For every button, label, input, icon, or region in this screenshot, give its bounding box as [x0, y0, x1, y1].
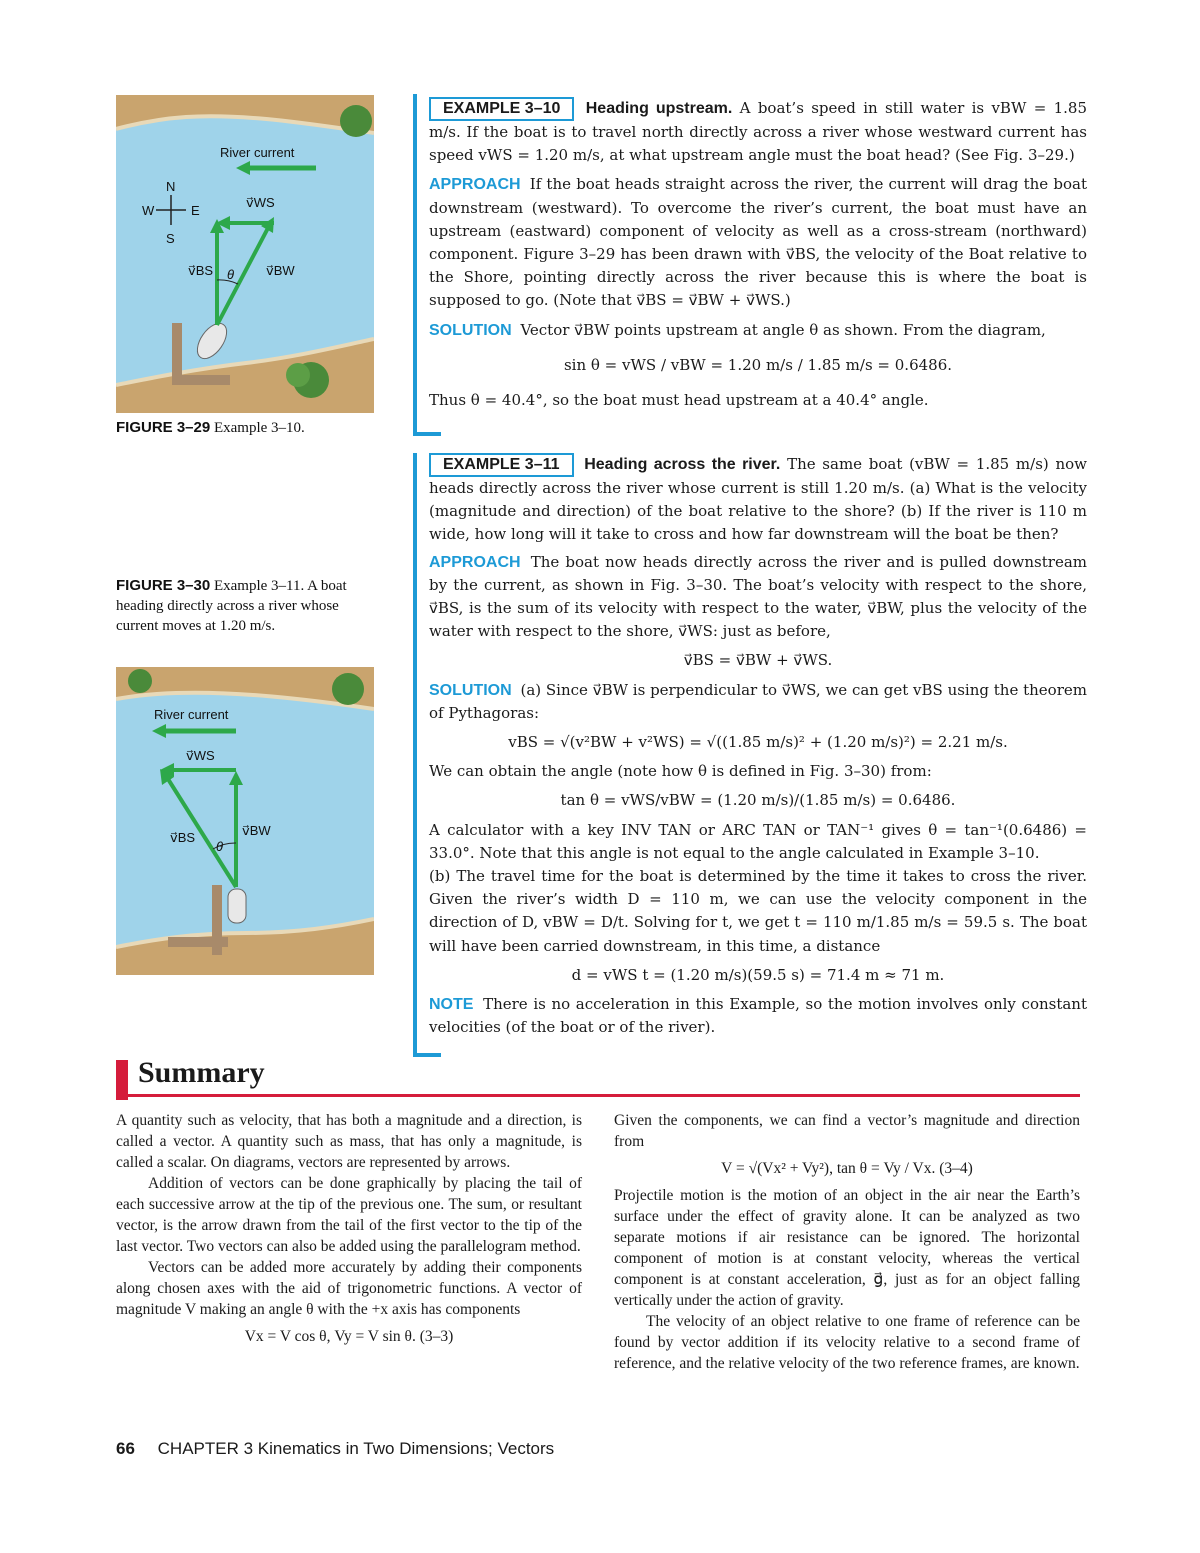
summary-left-column [116, 1110, 582, 1353]
boat-icon [192, 318, 233, 363]
fig30-vbw-label: v⃗BW [242, 823, 271, 838]
compass-n-label: N [166, 179, 176, 194]
page-number: 66 [116, 1439, 135, 1458]
example-3-11-note-heading: NOTE [429, 996, 474, 1014]
example-3-10-title: Heading upstream. [585, 100, 733, 117]
example-3-10-intro-text: A boat’s speed in still water is vBW = 1.85 m/s. If the boat is to travel north directly across a river whose westward current has speed vWS = 1.20 m/s, at what upstream angle must the boat head? (See Fig. 3–29.) [429, 99, 1088, 165]
fig29-theta-label: θ [227, 267, 235, 282]
summary-projectile-paragraph: Projectile motion is the motion of an object in the air near the Earth’s surface under the effect of gravity alone. It can be analyzed as two separate motions if air resistance can be ignored. The horizontal component of motion is at constant velocity, whereas the vertical component is at constant acceleration, g⃗, just as for an object falling vertically under the action of gravity. [614, 1187, 1080, 1309]
example-3-11-approach-heading: APPROACH [429, 553, 521, 571]
example-3-11-equation-4: d = vWS t = (1.20 m/s)(59.5 s) = 71.4 m ≈ 71 m. [571, 965, 945, 984]
figure-3-29 [116, 95, 374, 413]
summary-components-paragraph: Vectors can be added more accurately by adding their components along chosen axes with the aid of trigonometric functions. A vector of magnitude V making an angle θ with the +x axis has components [116, 1259, 582, 1318]
summary-addition-paragraph: Addition of vectors can be done graphically by placing the tail of each successive arrow at the tip of the previous one. The sum, or resultant vector, is the arrow drawn from the tail of the first vector to the tip of the last vector. Two vectors can also be added using the parallelogram method. [116, 1175, 582, 1255]
summary-title: Summary [138, 1056, 265, 1089]
example-3-10-solution-heading: SOLUTION [429, 321, 512, 339]
example-3-10-equation: sin θ = vWS / vBW = 1.20 m/s / 1.85 m/s = 0.6486. [563, 355, 953, 374]
boat-icon [228, 889, 246, 923]
example-3-10-label: EXAMPLE 3–10 [429, 97, 574, 121]
figure-3-30-caption [116, 576, 366, 636]
example-3-11-equation-3: tan θ = vWS/vBW = (1.20 m/s)/(1.85 m/s) = 0.6486. [560, 791, 956, 810]
fig30-vbs-label: v⃗BS [170, 830, 196, 845]
chapter-title: CHAPTER 3 Kinematics in Two Dimensions; Vectors [157, 1439, 555, 1458]
summary-divider [116, 1094, 1080, 1097]
example-3-11-label: EXAMPLE 3–11 [429, 453, 574, 477]
fig30-river-current-label: River current [154, 707, 229, 722]
summary-magnitude-paragraph: Given the components, we can find a vector’s magnitude and direction from [614, 1112, 1080, 1150]
example-3-10-approach-heading: APPROACH [429, 176, 521, 194]
example-3-11-note-text: There is no acceleration in this Example, so the motion involves only constant velocities (of the boat or of the river). [429, 995, 1087, 1037]
example-3-11-title: Heading across the river. [584, 456, 781, 473]
summary-equation-3-3: Vx = V cos θ, Vy = V sin θ. (3–3) [244, 1328, 454, 1345]
example-3-11-equation-1: v⃗BS = v⃗BW + v⃗WS. [683, 651, 833, 670]
example-3-10-conclusion: Thus θ = 40.4°, so the boat must head upstream at a 40.4° angle. [429, 391, 929, 410]
example-3-11-part-b: (b) The travel time for the boat is determined by the time it takes to cross the river. Given the river’s width D = 110 m, we can use the velocity component in the direction of D, vBW = D/t. Solving for t, we get t = 110 m/1.85 m/s = 59.5 s. The boat will have been carried downstream, in this time, a distance [429, 867, 1087, 955]
example-3-10-solution-text: Vector v⃗BW points upstream at angle θ as shown. From the diagram, [520, 320, 1046, 339]
example-3-11-approach-text: The boat now heads directly across the river and is pulled downstream by the current, as shown in Fig. 3–30. The boat’s velocity with respect to the shore, v⃗BS, is the sum of its velocity with respect to the water, v⃗BW, plus the velocity of the water with respect to the shore, v⃗WS: just as before, [429, 552, 1087, 641]
fig29-vbs-label: v⃗BS [188, 263, 214, 278]
page-footer [116, 1439, 554, 1459]
fig29-vbw-label: v⃗BW [266, 263, 295, 278]
figure-3-30-caption-label: FIGURE 3–30 [116, 577, 211, 594]
figure-3-29-caption-label: FIGURE 3–29 [116, 419, 211, 436]
fig30-theta-label: θ [216, 839, 224, 854]
compass-s-label: S [166, 231, 175, 246]
example-3-11-solution-heading: SOLUTION [429, 681, 512, 699]
example-3-10 [413, 94, 1087, 436]
figure-3-30 [116, 667, 374, 975]
summary-relative-velocity-paragraph: The velocity of an object relative to one frame of reference can be found by vector addition if its velocity relative to a second frame of reference, and the relative velocity of the two reference frames, are known. [614, 1313, 1080, 1372]
summary-equation-3-4: V = √(Vx² + Vy²), tan θ = Vy / Vx. (3–4) [721, 1160, 973, 1177]
example-3-11-angle-text: We can obtain the angle (note how θ is defined in Fig. 3–30) from: [429, 762, 932, 781]
figure-3-30-caption-text: Example 3–11. A boat heading directly across a river whose current moves at 1.20 m/s. [116, 578, 347, 634]
figure-3-29-caption [116, 418, 376, 438]
example-3-11-intro-text: The same boat (vBW = 1.85 m/s) now heads directly across the river whose current is still 1.20 m/s. (a) What is the velocity (magnitude and direction) of the boat relative to the shore? (b) If the river is 110 m wide, how long will it take to cross and how far downstream will the boat be then? [429, 455, 1087, 544]
example-3-10-approach-text: If the boat heads straight across the river, the current will drag the boat downstream (westward). To overcome the river’s current, the boat must have an upstream (eastward) component of velocity as well as a cross-stream (northward) component. Figure 3–29 has been drawn with v⃗BS, the velocity of the Boat relative to the Shore, pointing directly across the river because this is where the boat is supposed to go. (Note that v⃗BS = v⃗BW + v⃗WS.) [429, 175, 1087, 310]
fig29-vws-label: v⃗WS [246, 195, 275, 210]
compass-w-label: W [142, 203, 155, 218]
example-3-11-intro [429, 453, 1087, 547]
example-3-10-intro [429, 97, 1087, 167]
example-3-11-equation-2: vBS = √(v²BW + v²WS) = √((1.85 m/s)² + (1.20 m/s)²) = 2.21 m/s. [508, 733, 1008, 752]
compass-e-label: E [191, 203, 200, 218]
figure-3-29-caption-text: Example 3–10. [213, 420, 305, 436]
summary-right-column [614, 1110, 1080, 1374]
fig29-river-current-label: River current [220, 145, 295, 160]
vector-vbw-line [217, 228, 268, 325]
example-3-11-calculator-text: A calculator with a key INV TAN or ARC TAN or TAN⁻¹ gives θ = tan⁻¹(0.6486) = 33.0°. Note that this angle is not equal to the angle calculated in Example 3–10. [429, 820, 1087, 862]
summary-vector-paragraph: A quantity such as velocity, that has both a magnitude and a direction, is called a vector. A quantity such as mass, that has only a magnitude, is called a scalar. On diagrams, vectors are represented by arrows. [116, 1112, 582, 1171]
fig30-vws-label: v⃗WS [186, 748, 215, 763]
example-3-11 [413, 453, 1087, 1057]
example-3-11-solution-text: (a) Since v⃗BW is perpendicular to v⃗WS, we can get vBS using the theorem of Pythagoras: [429, 680, 1087, 722]
